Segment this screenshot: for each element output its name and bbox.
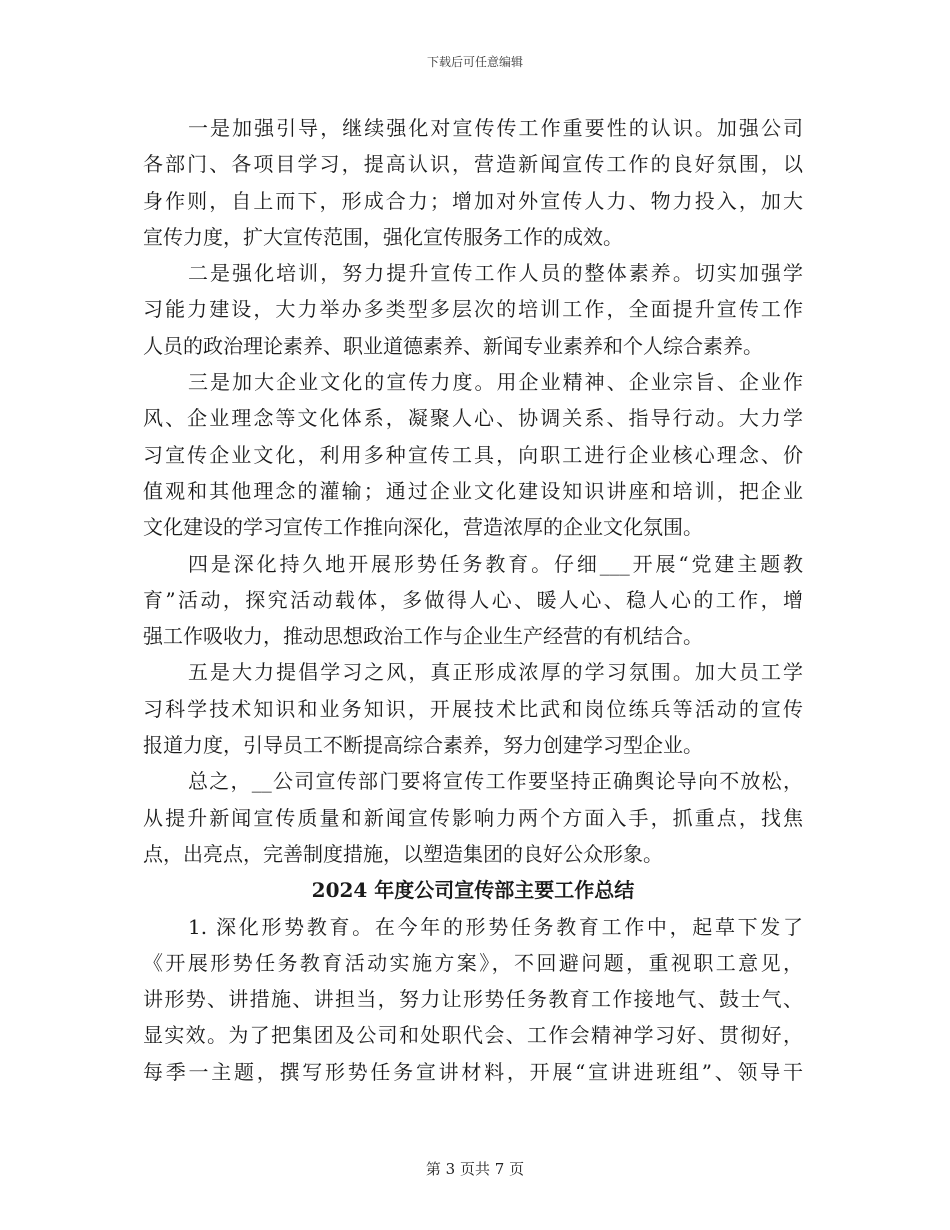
text-line: 强工作吸收力，推动思想政治工作与企业生产经营的有机结合。: [143, 624, 703, 649]
text-line: 人员的政治理论素养、职业道德素养、新闻专业素养和个人综合素养。: [143, 333, 763, 358]
page-footer: 第 3 页共 7 页: [425, 1160, 525, 1178]
text-line: 身作则，自上而下，形成合力；增加对外宣传人力、物力投入，加大: [143, 188, 803, 213]
page-header: 下载后可任意编辑: [426, 55, 523, 69]
text-line: 每季一主题，撰写形势任务宣讲材料，开展“宣讲进班组”、领导干: [143, 1059, 803, 1084]
text-line: 报道力度，引导员工不断提高综合素养，努力创建学习型企业。: [143, 733, 703, 758]
text-line: 点，出亮点，完善制度措施，以塑造集团的良好公众形象。: [143, 841, 663, 866]
section-heading: 2024 年度公司宣传部主要工作总结: [311, 878, 635, 903]
text-line: 习科学技术知识和业务知识，开展技术比武和岗位练兵等活动的宣传: [143, 696, 803, 721]
text-line: 宣传力度，扩大宣传范围，强化宣传服务工作的成效。: [143, 224, 623, 249]
text-line: 值观和其他理念的灌输；通过企业文化建设知识讲座和培训，把企业: [143, 478, 803, 503]
text-line: 四是深化持久地开展形势任务教育。仔细___开展“党建主题教: [188, 551, 803, 576]
text-line: 风、企业理念等文化体系，凝聚人心、协调关系、指导行动。大力学: [143, 406, 803, 431]
text-line: 一是加强引导，继续强化对宣传传工作重要性的认识。加强公司: [188, 116, 803, 140]
text-line: 三是加大企业文化的宣传力度。用企业精神、企业宗旨、企业作: [188, 370, 803, 395]
text-line: 习宣传企业文化，利用多种宣传工具，向职工进行企业核心理念、价: [143, 442, 803, 467]
text-line: 从提升新闻宣传质量和新闻宣传影响力两个方面入手，抓重点，找焦: [143, 805, 803, 830]
text-line: 《开展形势任务教育活动实施方案》，不回避问题，重视职工意见，: [143, 950, 803, 975]
text-line: 显实效。为了把集团及公司和处职代会、工作会精神学习好、贯彻好，: [143, 1023, 803, 1048]
text-line: 育”活动，探究活动载体，多做得人心、暖人心、稳人心的工作，增: [143, 587, 803, 612]
text-line: 1. 深化形势教育。在今年的形势任务教育工作中，起草下发了: [188, 914, 803, 939]
text-line: 二是强化培训，努力提升宣传工作人员的整体素养。切实加强学: [188, 261, 803, 286]
text-line: 讲形势、讲措施、讲担当，努力让形势任务教育工作接地气、鼓士气、: [143, 987, 803, 1012]
document-body: [143, 110, 803, 1090]
text-line: 文化建设的学习宣传工作推向深化，营造浓厚的企业文化氛围。: [143, 515, 703, 540]
text-line: 各部门、各项目学习，提高认识，营造新闻宣传工作的良好氛围，以: [143, 152, 803, 177]
text-line: 习能力建设，大力举办多类型多层次的培训工作，全面提升宣传工作: [143, 297, 803, 322]
text-line: 总之，__公司宣传部门要将宣传工作要坚持正确舆论导向不放松，: [188, 769, 803, 794]
text-line: 五是大力提倡学习之风，真正形成浓厚的学习氛围。加大员工学: [188, 660, 803, 685]
